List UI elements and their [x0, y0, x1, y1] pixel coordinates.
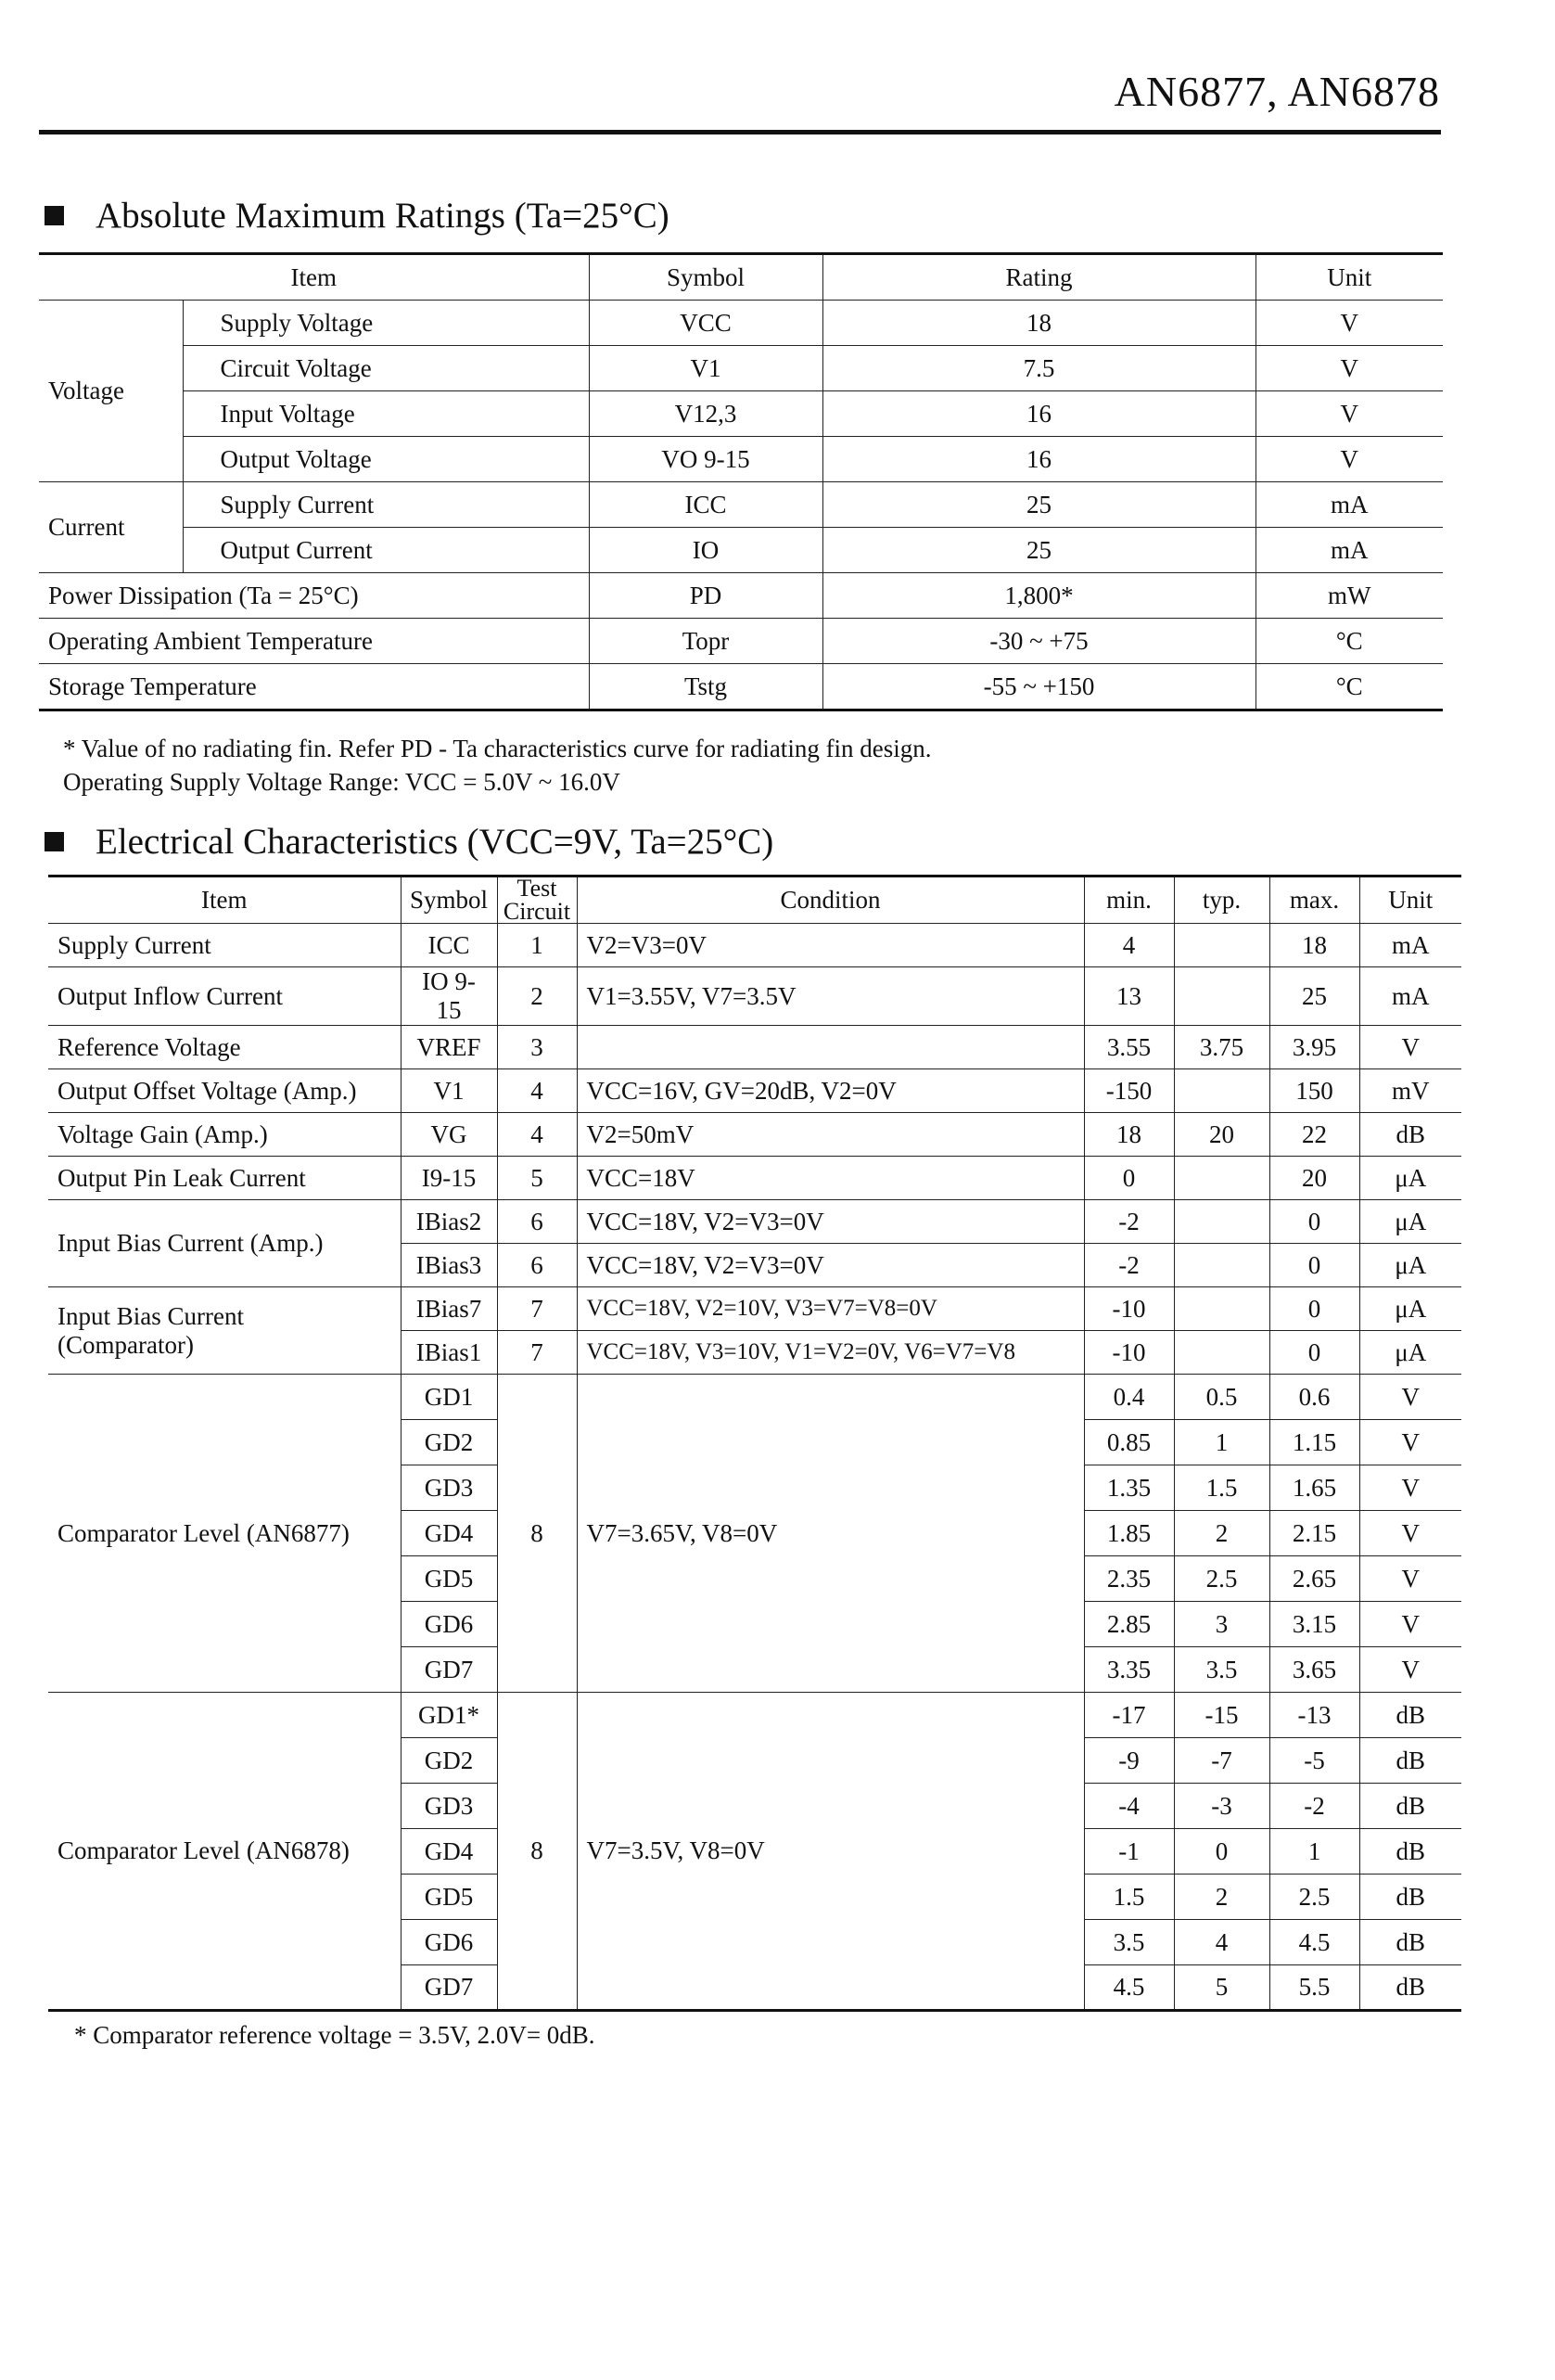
min-cell: 3.5 — [1084, 1920, 1174, 1965]
unit-cell: mA — [1255, 482, 1443, 528]
unit-cell: V — [1359, 1375, 1461, 1420]
table-row — [39, 346, 1443, 391]
item-cell: Input Bias Current (Amp.) — [48, 1200, 401, 1287]
table-row — [48, 1693, 1461, 1738]
item-cell: Voltage Gain (Amp.) — [48, 1113, 401, 1157]
unit-cell: μA — [1359, 1157, 1461, 1200]
col-header-condition: Condition — [577, 877, 1084, 924]
unit-cell: V — [1359, 1647, 1461, 1693]
min-cell: -17 — [1084, 1693, 1174, 1738]
unit-cell: V — [1359, 1465, 1461, 1511]
max-cell: 1 — [1269, 1829, 1359, 1875]
abs-max-footnote: * Value of no radiating fin. Refer PD - Ta characteristics curve for radiating fin design. — [63, 735, 932, 762]
max-cell: 150 — [1269, 1069, 1359, 1113]
table-row — [48, 1200, 1461, 1244]
condition-cell: VCC=18V, V3=10V, V1=V2=0V, V6=V7=V8 — [577, 1331, 1084, 1375]
unit-cell: mV — [1359, 1069, 1461, 1113]
typ-cell: 1 — [1174, 1420, 1269, 1465]
symbol-cell: GD2 — [401, 1420, 497, 1465]
typ-cell — [1174, 1157, 1269, 1200]
max-cell: 2.5 — [1269, 1875, 1359, 1920]
item-cell: Output Offset Voltage (Amp.) — [48, 1069, 401, 1113]
item-line: Input Bias Current — [57, 1301, 244, 1330]
top-rule — [39, 130, 1441, 134]
symbol-cell: GD7 — [401, 1647, 497, 1693]
abs-max-heading-text: Absolute Maximum Ratings (Ta=25°C) — [96, 196, 669, 236]
unit-cell: V — [1359, 1026, 1461, 1069]
max-cell: 1.65 — [1269, 1465, 1359, 1511]
min-cell: -1 — [1084, 1829, 1174, 1875]
min-cell: 0.85 — [1084, 1420, 1174, 1465]
item-cell: Output Pin Leak Current — [48, 1157, 401, 1200]
table-row — [48, 924, 1461, 967]
typ-cell — [1174, 1331, 1269, 1375]
unit-cell: V — [1359, 1511, 1461, 1556]
col-header-max: max. — [1269, 877, 1359, 924]
col-header-item: Item — [39, 254, 589, 301]
condition-cell: VCC=18V, V2=V3=0V — [577, 1244, 1084, 1287]
min-cell: 3.55 — [1084, 1026, 1174, 1069]
group-label-current: Current — [39, 482, 183, 573]
typ-cell: 0 — [1174, 1829, 1269, 1875]
col-header-min: min. — [1084, 877, 1174, 924]
test-circuit-cell: 8 — [497, 1375, 577, 1693]
symbol-cell: PD — [589, 573, 822, 619]
unit-cell: V — [1359, 1420, 1461, 1465]
condition-cell: V1=3.55V, V7=3.5V — [577, 967, 1084, 1026]
symbol-cell: GD3 — [401, 1784, 497, 1829]
unit-cell: V — [1359, 1556, 1461, 1602]
item-cell: Supply Current — [48, 924, 401, 967]
test-circuit-cell: 1 — [497, 924, 577, 967]
operating-voltage-range: Operating Supply Voltage Range: VCC = 5.0V ~ 16.0V — [63, 768, 620, 796]
abs-max-heading — [45, 195, 669, 237]
test-circuit-cell: 7 — [497, 1287, 577, 1331]
symbol-cell: V1 — [589, 346, 822, 391]
group-label-voltage: Voltage — [39, 301, 183, 482]
min-cell: 18 — [1084, 1113, 1174, 1157]
col-header-unit: Unit — [1359, 877, 1461, 924]
test-circuit-cell: 4 — [497, 1113, 577, 1157]
min-cell: -10 — [1084, 1331, 1174, 1375]
test-circuit-cell: 2 — [497, 967, 577, 1026]
table-header-row — [39, 254, 1443, 301]
symbol-cell: GD6 — [401, 1920, 497, 1965]
table-row — [48, 1157, 1461, 1200]
table-row — [48, 1375, 1461, 1420]
col-header-symbol: Symbol — [401, 877, 497, 924]
symbol-cell: V1 — [401, 1069, 497, 1113]
max-cell: 25 — [1269, 967, 1359, 1026]
symbol-cell: GD2 — [401, 1738, 497, 1784]
symbol-cell: VO 9-15 — [589, 437, 822, 482]
typ-cell: 3 — [1174, 1602, 1269, 1647]
min-cell: -9 — [1084, 1738, 1174, 1784]
unit-cell: mA — [1255, 528, 1443, 573]
max-cell: -2 — [1269, 1784, 1359, 1829]
min-cell: -2 — [1084, 1200, 1174, 1244]
test-circuit-cell: 3 — [497, 1026, 577, 1069]
document-title: AN6877, AN6878 — [1114, 68, 1440, 115]
min-cell: 1.35 — [1084, 1465, 1174, 1511]
symbol-cell: VCC — [589, 301, 822, 346]
unit-cell: dB — [1359, 1738, 1461, 1784]
bullet-square-icon — [45, 832, 64, 851]
symbol-cell: V12,3 — [589, 391, 822, 437]
typ-cell: 4 — [1174, 1920, 1269, 1965]
typ-cell: 5 — [1174, 1965, 1269, 2011]
item-cell: Power Dissipation (Ta = 25°C) — [39, 573, 589, 619]
unit-cell: dB — [1359, 1920, 1461, 1965]
unit-cell: V — [1255, 391, 1443, 437]
condition-cell: VCC=18V, V2=10V, V3=V7=V8=0V — [577, 1287, 1084, 1331]
min-cell: -10 — [1084, 1287, 1174, 1331]
symbol-cell: IBias3 — [401, 1244, 497, 1287]
unit-cell: dB — [1359, 1784, 1461, 1829]
max-cell: 1.15 — [1269, 1420, 1359, 1465]
min-cell: 1.5 — [1084, 1875, 1174, 1920]
symbol-cell: IBias2 — [401, 1200, 497, 1244]
min-cell: -4 — [1084, 1784, 1174, 1829]
unit-cell: dB — [1359, 1829, 1461, 1875]
condition-cell: V2=50mV — [577, 1113, 1084, 1157]
unit-cell: dB — [1359, 1875, 1461, 1920]
max-cell: 0 — [1269, 1331, 1359, 1375]
max-cell: 5.5 — [1269, 1965, 1359, 2011]
max-cell: 4.5 — [1269, 1920, 1359, 1965]
typ-cell: 2 — [1174, 1511, 1269, 1556]
item-cell — [48, 1287, 401, 1375]
max-cell: 3.95 — [1269, 1026, 1359, 1069]
item-cell: Comparator Level (AN6878) — [48, 1693, 401, 2011]
condition-cell: V2=V3=0V — [577, 924, 1084, 967]
symbol-cell: IBias1 — [401, 1331, 497, 1375]
table-row — [39, 437, 1443, 482]
unit-cell: dB — [1359, 1965, 1461, 2011]
table-row — [39, 664, 1443, 710]
unit-cell: mA — [1359, 924, 1461, 967]
item-cell: Storage Temperature — [39, 664, 589, 710]
rating-cell: 1,800* — [822, 573, 1255, 619]
table-row — [39, 573, 1443, 619]
typ-cell — [1174, 924, 1269, 967]
test-circuit-cell: 8 — [497, 1693, 577, 2011]
min-cell: 0.4 — [1084, 1375, 1174, 1420]
rating-cell: -30 ~ +75 — [822, 619, 1255, 664]
table-row — [39, 301, 1443, 346]
item-cell: Circuit Voltage — [183, 346, 589, 391]
condition-cell: V7=3.65V, V8=0V — [577, 1375, 1084, 1693]
symbol-cell: GD6 — [401, 1602, 497, 1647]
item-cell: Output Inflow Current — [48, 967, 401, 1026]
symbol-cell: GD4 — [401, 1511, 497, 1556]
col-header-rating: Rating — [822, 254, 1255, 301]
symbol-cell: GD1* — [401, 1693, 497, 1738]
max-cell: 0 — [1269, 1287, 1359, 1331]
electrical-characteristics-table — [48, 875, 1461, 2012]
typ-cell — [1174, 967, 1269, 1026]
test-circuit-cell: 4 — [497, 1069, 577, 1113]
typ-cell: 0.5 — [1174, 1375, 1269, 1420]
table-row — [39, 528, 1443, 573]
typ-cell: 3.5 — [1174, 1647, 1269, 1693]
col-header-unit: Unit — [1255, 254, 1443, 301]
max-cell: 0 — [1269, 1244, 1359, 1287]
condition-cell: V7=3.5V, V8=0V — [577, 1693, 1084, 2011]
table-header-row — [48, 877, 1461, 924]
comparator-footnote: * Comparator reference voltage = 3.5V, 2.0V= 0dB. — [74, 2021, 595, 2049]
typ-cell: 3.75 — [1174, 1026, 1269, 1069]
symbol-cell: VG — [401, 1113, 497, 1157]
symbol-cell: GD3 — [401, 1465, 497, 1511]
item-cell: Comparator Level (AN6877) — [48, 1375, 401, 1693]
typ-cell — [1174, 1244, 1269, 1287]
max-cell: 0 — [1269, 1200, 1359, 1244]
table-row — [48, 1069, 1461, 1113]
max-cell: 18 — [1269, 924, 1359, 967]
item-cell: Supply Voltage — [183, 301, 589, 346]
absolute-maximum-ratings-table — [39, 252, 1443, 711]
min-cell: 13 — [1084, 967, 1174, 1026]
test-circuit-cell: 6 — [497, 1244, 577, 1287]
typ-cell — [1174, 1287, 1269, 1331]
rating-cell: 25 — [822, 528, 1255, 573]
item-cell: Operating Ambient Temperature — [39, 619, 589, 664]
unit-cell: mA — [1359, 967, 1461, 1026]
min-cell: -2 — [1084, 1244, 1174, 1287]
min-cell: 2.35 — [1084, 1556, 1174, 1602]
table-row — [48, 967, 1461, 1026]
unit-cell: dB — [1359, 1113, 1461, 1157]
condition-cell: VCC=16V, GV=20dB, V2=0V — [577, 1069, 1084, 1113]
unit-cell: V — [1255, 301, 1443, 346]
min-cell: 2.85 — [1084, 1602, 1174, 1647]
item-cell: Reference Voltage — [48, 1026, 401, 1069]
max-cell: 22 — [1269, 1113, 1359, 1157]
table-row — [48, 1113, 1461, 1157]
rating-cell: 16 — [822, 391, 1255, 437]
item-cell: Supply Current — [183, 482, 589, 528]
table-row — [39, 482, 1443, 528]
table-row — [39, 619, 1443, 664]
test-circuit-cell: 7 — [497, 1331, 577, 1375]
min-cell: 4 — [1084, 924, 1174, 967]
item-cell: Output Current — [183, 528, 589, 573]
typ-cell: 2 — [1174, 1875, 1269, 1920]
item-cell: Output Voltage — [183, 437, 589, 482]
min-cell: 4.5 — [1084, 1965, 1174, 2011]
symbol-cell: I9-15 — [401, 1157, 497, 1200]
condition-cell: VCC=18V — [577, 1157, 1084, 1200]
symbol-cell: IBias7 — [401, 1287, 497, 1331]
rating-cell: 18 — [822, 301, 1255, 346]
elec-char-heading — [45, 821, 773, 863]
max-cell: 3.15 — [1269, 1602, 1359, 1647]
rating-cell: 7.5 — [822, 346, 1255, 391]
item-cell: Input Voltage — [183, 391, 589, 437]
max-cell: -5 — [1269, 1738, 1359, 1784]
symbol-cell: Tstg — [589, 664, 822, 710]
max-cell: 20 — [1269, 1157, 1359, 1200]
max-cell: 3.65 — [1269, 1647, 1359, 1693]
test-circuit-cell: 5 — [497, 1157, 577, 1200]
condition-cell — [577, 1026, 1084, 1069]
table-row — [39, 391, 1443, 437]
symbol-cell: GD4 — [401, 1829, 497, 1875]
typ-cell: 20 — [1174, 1113, 1269, 1157]
unit-cell: V — [1255, 346, 1443, 391]
typ-cell: -15 — [1174, 1693, 1269, 1738]
table-row — [48, 1026, 1461, 1069]
symbol-cell: IO 9-15 — [401, 967, 497, 1026]
typ-cell — [1174, 1200, 1269, 1244]
item-line: (Comparator) — [57, 1330, 194, 1359]
symbol-cell: Topr — [589, 619, 822, 664]
typ-cell: -7 — [1174, 1738, 1269, 1784]
unit-cell: V — [1359, 1602, 1461, 1647]
symbol-cell: GD1 — [401, 1375, 497, 1420]
table-row — [48, 1287, 1461, 1331]
max-cell: 2.15 — [1269, 1511, 1359, 1556]
unit-cell: dB — [1359, 1693, 1461, 1738]
rating-cell: 25 — [822, 482, 1255, 528]
unit-cell: °C — [1255, 619, 1443, 664]
unit-cell: μA — [1359, 1331, 1461, 1375]
unit-cell: μA — [1359, 1287, 1461, 1331]
typ-cell: -3 — [1174, 1784, 1269, 1829]
test-circuit-cell: 6 — [497, 1200, 577, 1244]
min-cell: 3.35 — [1084, 1647, 1174, 1693]
bullet-square-icon — [45, 206, 64, 225]
col-header-symbol: Symbol — [589, 254, 822, 301]
unit-cell: mW — [1255, 573, 1443, 619]
symbol-cell: ICC — [589, 482, 822, 528]
symbol-cell: GD7 — [401, 1965, 497, 2011]
symbol-cell: ICC — [401, 924, 497, 967]
condition-cell: VCC=18V, V2=V3=0V — [577, 1200, 1084, 1244]
symbol-cell: GD5 — [401, 1556, 497, 1602]
typ-cell — [1174, 1069, 1269, 1113]
typ-cell: 2.5 — [1174, 1556, 1269, 1602]
elec-char-heading-text: Electrical Characteristics (VCC=9V, Ta=25°C) — [96, 822, 774, 862]
unit-cell: V — [1255, 437, 1443, 482]
typ-cell: 1.5 — [1174, 1465, 1269, 1511]
symbol-cell: IO — [589, 528, 822, 573]
min-cell: -150 — [1084, 1069, 1174, 1113]
rating-cell: -55 ~ +150 — [822, 664, 1255, 710]
min-cell: 0 — [1084, 1157, 1174, 1200]
col-header-test-circuit: Test Circuit — [497, 877, 577, 924]
max-cell: 0.6 — [1269, 1375, 1359, 1420]
col-header-item: Item — [48, 877, 401, 924]
unit-cell: μA — [1359, 1244, 1461, 1287]
col-header-typ: typ. — [1174, 877, 1269, 924]
unit-cell: μA — [1359, 1200, 1461, 1244]
max-cell: -13 — [1269, 1693, 1359, 1738]
min-cell: 1.85 — [1084, 1511, 1174, 1556]
rating-cell: 16 — [822, 437, 1255, 482]
symbol-cell: VREF — [401, 1026, 497, 1069]
unit-cell: °C — [1255, 664, 1443, 710]
max-cell: 2.65 — [1269, 1556, 1359, 1602]
symbol-cell: GD5 — [401, 1875, 497, 1920]
